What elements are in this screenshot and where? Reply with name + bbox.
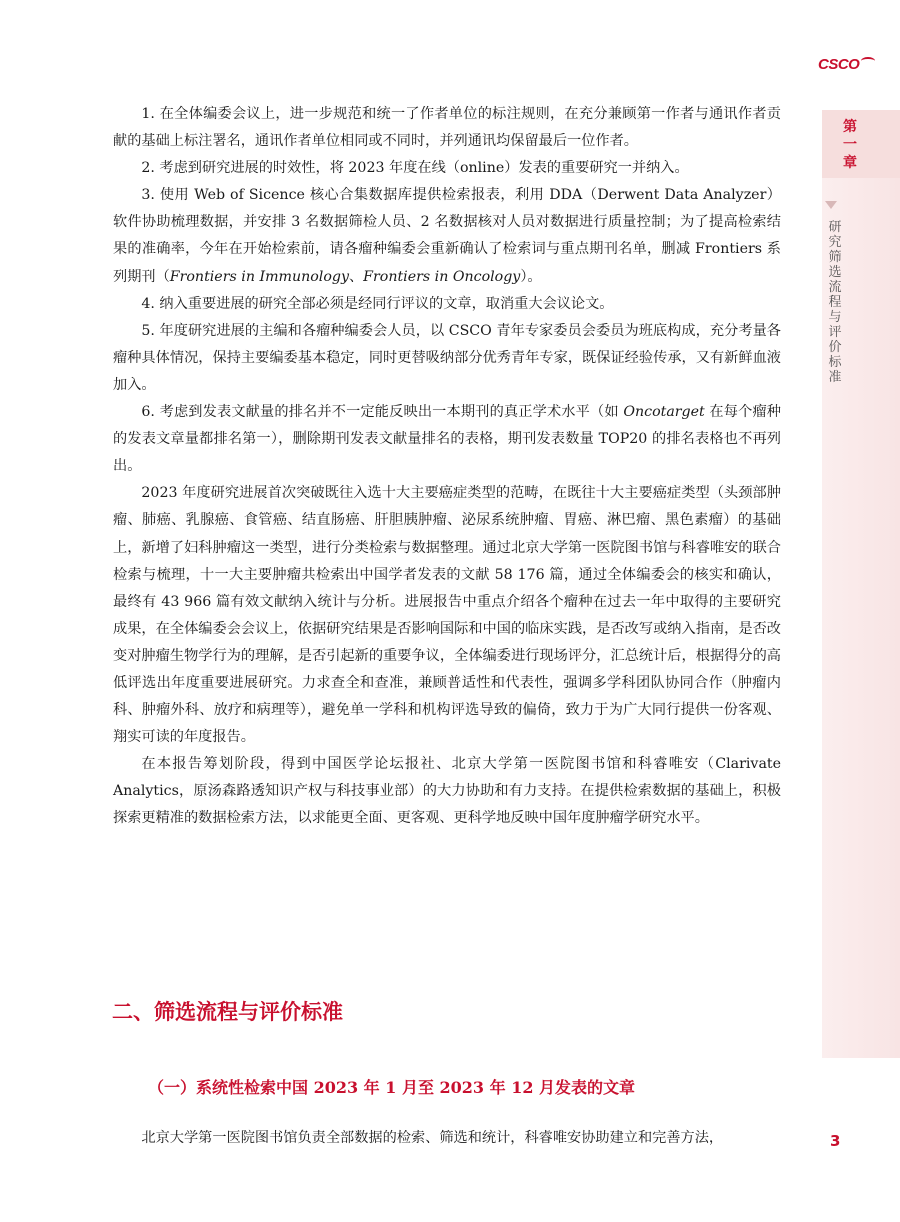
csco-logo: CSCO xyxy=(818,56,875,73)
journal-name: Frontiers in Immunology xyxy=(169,268,349,285)
chapter-tab xyxy=(822,110,900,178)
journal-name: Frontiers in Oncology xyxy=(363,268,521,285)
paragraph-5: 5. 年度研究进展的主编和各瘤种编委会人员，以 CSCO 青年专家委员会委员为班底构成，充分考量各瘤种具体情况，保持主要编委基本稳定，同时更替吸纳部分优秀青年专家，既保证经验传承，又有新鲜血液加入。 xyxy=(113,322,781,393)
body-text xyxy=(113,101,781,833)
paragraph-1: 1. 在全体编委会议上，进一步规范和统一了作者单位的标注规则，在充分兼顾第一作者与通讯作者贡献的基础上标注署名，通讯作者单位相同或不同时，并列通讯均保留最后一位作者。 xyxy=(113,106,781,150)
paragraph-9: 北京大学第一医院图书馆负责全部数据的检索、筛选和统计，科睿唯安协助建立和完善方法， xyxy=(141,1130,724,1146)
side-section-title: 研究筛选流程与评价标准 xyxy=(828,220,842,385)
paragraph-4: 4. 纳入重要进展的研究全部必须是经同行评议的文章，取消重大会议论文。 xyxy=(141,295,614,312)
chapter-label: 第一章 xyxy=(843,119,857,171)
paragraph-7: 2023 年度研究进展首次突破既往入选十大主要癌症类型的范畴，在既往十大主要癌症类型（头颈部肿瘤、肺癌、乳腺癌、食管癌、结直肠癌、肝胆胰肿瘤、泌尿系统肿瘤、胃癌、淋巴瘤、黑色素瘤）的基础上，新增了妇科肿瘤这一类型，进行分类检索与数据整理。通过北京大学第一医院图书馆与科睿唯安的联合检索与梳理，十一大主要肿瘤共检索出中国学者发表的文献 58 176 篇，通过全体编委会的核实和确认，最终有 43 966 篇有效文献纳入统计与分析。进展报告中重点介绍各个瘤种在过去一年中取得的主要研究成果，在全体编委会会议上，依据研究结果是否影响国际和中国的临床实践，是否改写或纳入指南，是否改变对肿瘤生物学行为的理解，是否引起新的重要争议，全体编委进行现场评分，汇总统计后，根据得分的高低评选出年度重要进展研究。力求查全和查准，兼顾普适性和代表性，强调多学科团队协同合作（肿瘤内科、肿瘤外科、放疗和病理等），避免单一学科和机构评选导致的偏倚，致力于为广大同行提供一份客观、翔实可读的年度报告。 xyxy=(113,485,781,746)
section-heading: 二、筛选流程与评价标准 xyxy=(112,1000,343,1024)
paragraph-8: 在本报告筹划阶段，得到中国医学论坛报社、北京大学第一医院图书馆和科睿唯安（Clarivate Analytics，原汤森路透知识产权与科技事业部）的大力协助和有力支持。在提供检索数据的基础上，积极探索更精准的数据检索方法，以求能更全面、更客观、更科学地反映中国年度肿瘤学研究水平。 xyxy=(113,756,781,827)
subsection-heading: （一）系统性检索中国 2023 年 1 月至 2023 年 12 月发表的文章 xyxy=(148,1078,636,1097)
page-number: 3 xyxy=(830,1132,841,1150)
paragraph-3: 3. 使用 Web of Sicence 核心合集数据库提供检索报表，利用 DDA（Derwent Data Analyzer）软件协助梳理数据，并安排 3 名数据筛检人员、2 名数据核对人员对数据进行质量控制；为了提高检索结果的准确率，今年在开始检索前，请各瘤种编委会重新确认了检索词与重点期刊名单，删减 Frontiers 系列期刊（Frontiers in Immunology、Frontiers in Oncology）。 xyxy=(113,187,781,285)
logo-swoosh-icon xyxy=(861,57,875,65)
paragraph-2: 2. 考虑到研究进展的时效性，将 2023 年度在线（online）发表的重要研究一并纳入。 xyxy=(141,160,689,177)
paragraph-6: 6. 考虑到发表文献量的排名并不一定能反映出一本期刊的真正学术水平（如 Oncotarget 在每个瘤种的发表文章量都排名第一），删除期刊发表文献量排名的表格，期刊发表数量 TOP20 的排名表格也不再列出。 xyxy=(113,404,781,475)
triangle-down-icon xyxy=(825,201,837,209)
journal-name: Oncotarget xyxy=(623,404,705,421)
